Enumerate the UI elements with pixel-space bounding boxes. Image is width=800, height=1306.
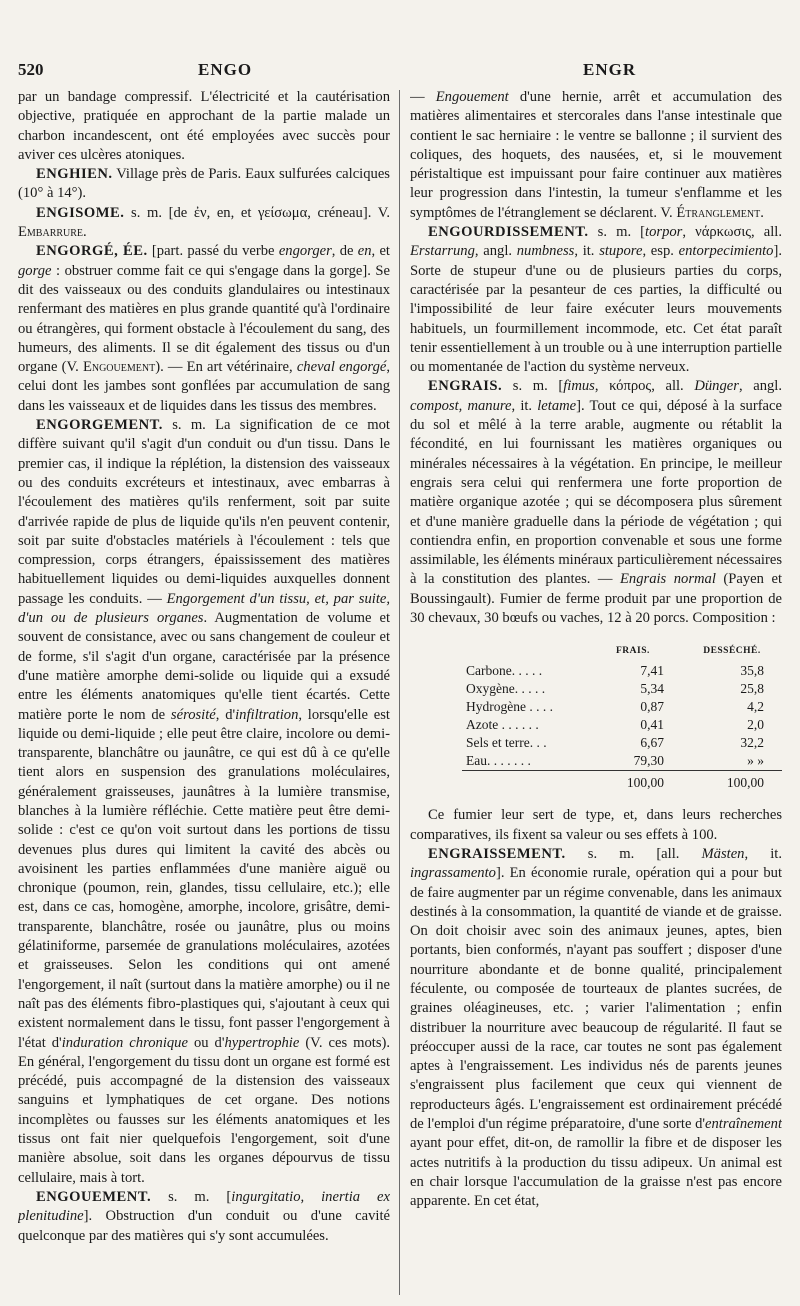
italic-term: Engorgement d'un tissu, et, par suite, d'un ou de plusieurs organes [18,590,390,627]
definition-text: . Augmentation de volume et souvent de consistance, avec ou sans changement de couleur et de forme, s'il s'agit d'un organe, caractérisée par la présence d'une matière amorphe demi-solide ou liquide qui a exsudé entre les éléments anatomiques qu'elle tient écartés. Cette matière porte le nom de [18,610,390,723]
entry-engrais [410,377,782,628]
composition-table [462,642,782,792]
entry-engourdissement [410,223,782,377]
definition-text: ]. Tout ce qui, déposé à la surface du sol et mêlé à la terre arable, augmente ou rétablit la fécondité, en lui fournissant les matières organiques ou minérales nécessaires à la végétation. En principe, le meilleur engrais sera celui qui renfermera une forte proportion de matière organique azotée ; qui se décomposera plus sûrement et d'une manière graduelle dans la période de végétation ; qui contiendra enfin, en proportion convenable et sous une forme assimilable, les éléments minéraux particulièrement nécessaires à la constitution des plantes. — [410,397,782,588]
definition-text: , lorsqu'elle est liquide ou demi-liquide ; elle peut être claire, incolore ou demi-transparente, blanchâtre ou jaunâtre, ce qui est dû à ce qu'elle tient alors en suspension des granulations moléculaires, généralement graisseuses, jaunâtres à la lumière transmise, blanches à la lumière réfléchie. Cette matière peut être demi-solide : c'est ce qu'on voit surtout dans les portions de tissu devenues plus dures qui limitent la cavité des abcès ou avoisinent les parties enflammées d'une manière aiguë ou chronique (poumon, rein, glandes, tissu cellulaire, etc.); elle est, dans ce cas, homogène, amorphe, incolore, grisâtre, demi-transparente, blanchâtre, rosée ou jaunâtre, plus ou moins gélatiniforme, parsemée de granulations moléculaires, azotées et graisseuses. Selon les conditions qui ont amené l'engorgement, il naît (surtout dans la matière amorphe) ou il ne naît pas des éléments fibro-plastiques qui, s'ajoutant à ceux qui existent normalement dans le tissu, font passer l'engorgement à l'état d' [18,706,390,1051]
value-desseche: 32,2 [740,735,764,751]
running-header [18,60,788,86]
value-desseche: 2,0 [747,717,764,733]
italic-term: Mästen [701,845,745,862]
italic-term: hypertrophie [224,1034,300,1051]
definition-text: , esp. [642,243,679,260]
headword-engorgement: ENGORGEMENT. [36,417,163,434]
right-running-head: ENGR [583,60,637,79]
definition-text: ]. Sorte de stupeur d'une ou de plusieurs parties du corps, caractérisée par la pesanteur de ces parties, la difficulté ou l'impossibilité de leur faire exécuter leurs mouvements habituels, un fourmillement incommode, etc. Cet état paraît tenir essentiellement à un trouble ou à une interruption partielle ou momentanée de l'action du système nerveux. [410,243,782,376]
headword-engraissement: ENGRAISSEMENT. [428,845,566,862]
italic-term: gorge [18,262,52,279]
italic-term: Engrais normal [620,571,716,588]
value-frais: 0,87 [640,699,664,715]
column-header-frais: FRAIS. [615,646,650,657]
definition-text: s. m. [all. [565,845,702,862]
left-running-head: ENGO [198,60,253,79]
row-label: Hydrogène . . . . [466,699,553,715]
column-divider [399,90,400,1295]
definition-text: : obstruer comme fait ce qui s'engage dans la gorge]. Se dit des vaisseaux ou des conduits glandulaires ou intestinaux renfermant des matières en plus grande quantité qu'à l'ordinaire ou étrangères, qui forment obstacle à l'écoulement du sang, des humeurs, des aliments. Il se dit également des tissus ou d'un organe (V. [18,262,390,376]
value-frais: 79,30 [633,753,664,769]
definition-text: , de [331,243,358,260]
italic-term: Erstarrung [410,243,475,260]
definition-text: (Payen et Boussingault). Fumier de ferme produit par une proportion de 30 chevaux, 30 bœufs ou vaches, 12 à 20 porcs. Composition : [410,571,782,627]
cross-reference: Étranglement [676,204,761,221]
column-header-desseche: DESSÉCHÉ. [703,646,761,657]
cross-reference: Engouement [82,359,156,376]
table-row [462,734,782,752]
entry-engorgement [18,416,390,1188]
definition-text: , angl. [474,243,517,260]
definition-text: (V. ces mots). En général, l'engorgement du tissu dont un organe est formé est précédé, puis accompagné de la distension des vaisseaux sanguins et lymphatiques de cet organe. Des notions incomplètes ou fausses sur les éléments anatomiques et les tissus ont fait nier quelquefois l'engorgement, soit d'une manière absolue, soit dans les organes dépourvus de tissu cellulaire, mais à tort. [18,1034,390,1186]
row-label: Oxygène. . . . . [466,681,546,697]
entry-engouement [18,1188,390,1246]
row-label: Sels et terre. . . [466,735,547,751]
entry-enghien [18,165,390,204]
definition-text: Village près de Paris. Eaux sulfurées calciques (10° à 14°). [18,166,390,202]
table-row [462,662,782,680]
row-label: Azote . . . . . . [466,717,539,733]
right-column [410,88,782,1298]
italic-term: en [357,243,372,260]
italic-term: sérosité [170,706,216,723]
total-frais: 100,00 [584,771,682,793]
table-row [462,752,782,771]
left-column [18,88,390,1298]
definition-text: , it. [511,397,538,414]
italic-term: infiltration [235,706,299,723]
definition-text: s. m. La signification de ce mot diffère suivant qu'il s'agit d'un conduit ou d'un tissu. Dans le premier cas, il indique la réplétion, la distension des vaisseaux ou des conduits excréteurs et intestinaux, avec embarras à l'écoulement des matières qu'ils renferment, soit par suite d'arrivée rapide de plus de liquide qu'ils n'en peuvent contenir, soit par suite d'obstacles matériels à l'écoulement : tels que compression, corps étrangers, épaississement des matières habituellement liquides ou demi-liquides auxquelles donnent passage les conduits. — [18,417,390,607]
table-row [462,698,782,716]
definition-text: ou d' [187,1034,225,1051]
definition-text: , it. [744,845,782,862]
italic-term: Dünger [694,378,739,395]
definition-text: s. m. [de ἐν, en, et γείσωμα, créneau]. V. [124,204,390,221]
definition-text: . [83,224,87,241]
table-row [462,716,782,734]
cross-reference: Embarrure [18,224,84,241]
definition-text: s. m. [ [151,1188,232,1205]
definition-text: , it. [574,243,600,260]
value-desseche: 25,8 [740,681,764,697]
definition-text: — [410,89,436,105]
definition-text: . [760,204,764,221]
definition-text: ]. Obstruction d'un conduit ou d'une cavité quelconque par des matières qui s'y sont accumulées. [18,1208,390,1244]
definition-text: s. m. [ [502,378,564,395]
definition-text: s. m. [ [588,224,646,241]
engrais-conclusion: Ce fumier leur sert de type, et, dans leurs recherches comparatives, ils fixent sa valeur ou ses effets à 100. [410,807,782,843]
definition-text: d'une hernie, arrêt et accumulation des matières alimentaires et stercorales dans l'anse intestinale que contient le sac herniaire : le ventre se ballonne ; il survient des coliques, des hoquets, des nausées, et, si le mouvement péristaltique est impuissant pour faire continuer aux matières leur progression dans l'intestin, la tumeur s'enflamme et les symptômes de l'étranglement se déclarent. V. [410,89,782,221]
entry-engorge [18,242,390,416]
value-frais: 5,34 [640,681,664,697]
italic-term: numbness [516,243,575,260]
value-frais: 7,41 [640,663,664,679]
headword-engrais: ENGRAIS. [428,378,503,395]
italic-term: fimus [563,378,595,395]
headword-engouement: ENGOUEMENT. [36,1188,152,1205]
italic-term: entraînement [705,1116,782,1133]
definition-text: ayant pour effet, dit-on, de ramollir la fibre et de disposer les actes nutritifs à la production du tissu adipeux. Un animal est en chair lorsque l'accumulation de la graisse n'est pas encore apparente. En cet état, [410,1135,782,1210]
total-desseche: 100,00 [682,771,782,793]
headword-engisome: ENGISOME. [36,204,125,221]
italic-term: Engouement [435,89,509,105]
page-number: 520 [18,60,44,79]
value-frais: 0,41 [640,717,664,733]
italic-term: letame [537,397,577,414]
row-label: Eau. . . . . . . [466,753,531,769]
entry-engraissement [410,845,782,1212]
italic-term: engorger [278,243,332,260]
definition-text: , κόπρος, all. [594,378,695,395]
value-desseche: 35,8 [740,663,764,679]
entry-engouement-continued [410,88,782,223]
continued-paragraph: par un bandage compressif. L'électricité et la cautérisation objective, pratiquée en approchant de la partie malade un charbon incandescent, ont été employées avec succès pour aviver ces ulcères atoniques. [18,89,390,163]
value-desseche: » » [747,753,764,769]
table-total-row [462,771,782,793]
italic-term: cheval engorgé [296,359,387,376]
table-header-row [462,642,782,662]
definition-text: ). — En art vétérinaire, [155,359,297,376]
italic-term: induration chronique [61,1034,188,1051]
italic-term: entorpecimiento [678,243,774,260]
value-frais: 6,67 [640,735,664,751]
definition-text: , angl. [738,378,782,395]
headword-engourdissement: ENGOURDISSEMENT. [428,224,589,241]
italic-term: ingrassamento [410,865,496,882]
definition-text: , et [371,243,390,260]
value-desseche: 4,2 [747,699,764,715]
table-row [462,680,782,698]
italic-term: stupore [599,243,643,260]
definition-text: , νάρκωσις, all. [682,224,782,241]
italic-term: torpor [645,224,683,241]
definition-text: [part. passé du verbe [147,243,279,260]
row-label: Carbone. . . . . [466,663,543,679]
definition-text: , celui dont les jambes sont gonflées par accumulation de sang dans les vaisseaux et de liquides dans les tissus des membres. [18,359,390,414]
italic-term: ingurgitatio, inertia ex plenitudine [18,1188,390,1225]
entry-engisome [18,204,390,243]
headword-engorge: ENGORGÉ, ÉE. [36,243,148,260]
definition-text: , d' [215,706,236,723]
headword-enghien: ENGHIEN. [36,166,113,183]
definition-text: ]. En économie rurale, opération qui a pour but de faire augmenter par un régime convenable, dans les animaux destinés à la consommation, la quantité de viande et de graisse. On doit choisir avec soin des animaux jeunes, aptes, bien portants, bien conformés, n'ayant pas souffert ; disposer d'une nourriture abondante et de bonne qualité, principalement féculente, ou composée de tourteaux de plantes sucrées, de graines oléagineuses, etc. ; varier l'alimentation ; enfin distribuer la nourriture avec beaucoup de régularité. Il faut se préoccuper aussi de la race, car toutes ne sont pas également aptes à l'engraissement. Les individus nés de parents jeunes s'engraissent plus facilement que ceux qui viennent de reproducteurs âgés. L'engraissement est ordinairement précédé de l'emploi d'un régime préparatoire, d'une sorte d' [410,865,782,1133]
italic-term: compost, manure [410,397,512,414]
